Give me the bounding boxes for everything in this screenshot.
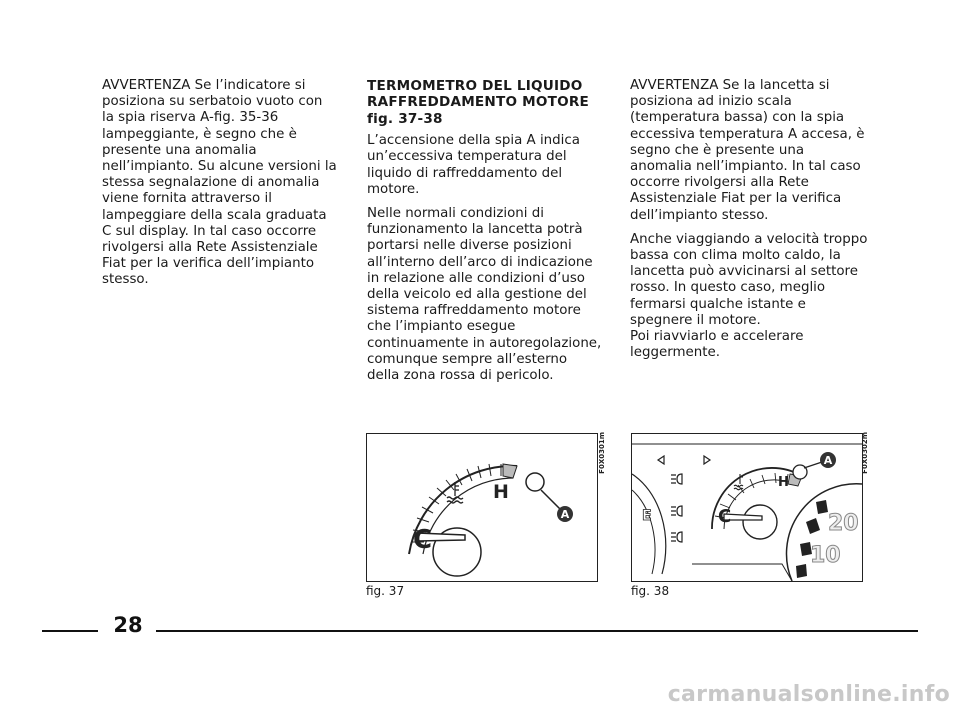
hot-label: H — [493, 481, 509, 503]
turn-right-icon — [704, 456, 710, 464]
restart-paragraph: Poi riavviarlo e accelerare leggermente. — [630, 329, 804, 361]
callout-a-label: A — [560, 508, 570, 521]
warning-temperature-paragraph: AVVERTENZA Se la lancetta si posiziona ad inizio scala (temperatura bassa) con la spia eccessiva temperatura A accesa, è segno che è presente una anomalia nell’impianto. In tal caso occorre rivolgersi alla Rete Assistenziale Fiat per la verifica dell’impianto stesso. — [630, 78, 865, 223]
hot-label: H — [778, 475, 789, 490]
text-column-right — [630, 78, 870, 369]
figure-38-instrument-panel — [631, 433, 863, 582]
thermometer-paragraph-1: L’accensione della spia A indica un’eccessiva temperatura del liquido di raffreddamento del motore. — [367, 133, 580, 197]
low-beam-icon — [671, 506, 682, 516]
footer-rule-left — [42, 630, 98, 632]
fog-light-icon — [671, 474, 682, 484]
speed-label-10: 10 — [810, 543, 841, 568]
warning-fuel-paragraph: AVVERTENZA Se l’indicatore si posiziona su serbatoio vuoto con la spia riserva A-fig. 35-36 lampeggiante, è segno che è presente una anomalia nell’impianto. Su alcune versioni la stessa segnalazione di anomalia viene fornita attraverso il lampeggiare della scala graduata C sul display. In tal caso occorre rivolgersi alla Rete Assistenziale Fiat per la verifica dell’impianto stesso. — [102, 78, 337, 288]
high-beam-icon — [671, 532, 682, 542]
empty-label: E — [642, 508, 652, 524]
instrument-panel-illustration-38 — [632, 434, 862, 581]
warning-lamp-icon — [526, 473, 544, 491]
cold-label: C — [718, 506, 732, 527]
watermark: carmanualsonline.info — [667, 682, 950, 707]
figure-37-code: F0X0301m — [598, 432, 606, 474]
turn-left-icon — [658, 456, 664, 464]
figure-37-caption: fig. 37 — [366, 584, 405, 598]
page-number: 28 — [113, 613, 143, 637]
hot-weather-paragraph: Anche viaggiando a velocità troppo bassa con clima molto caldo, la lancetta può avvicinarsi al settore rosso. In questo caso, meglio fermarsi qualche istante e spegnere il motore. — [630, 231, 868, 328]
text-column-middle — [367, 78, 603, 392]
text-column-left — [102, 78, 338, 297]
footer-rule-right — [156, 630, 918, 632]
section-heading-thermometer: TERMOMETRO DEL LIQUIDO RAFFREDDAMENTO MOTORE fig. 37-38 — [367, 78, 590, 127]
figure-38-caption: fig. 38 — [631, 584, 670, 598]
gauge-illustration-37 — [367, 434, 597, 581]
figure-37-temperature-gauge — [366, 433, 598, 582]
gauge-hub — [743, 505, 777, 539]
cold-label: C — [413, 525, 433, 555]
figure-38-code: F0X0302m — [861, 432, 869, 474]
speed-label-20: 20 — [828, 511, 859, 536]
thermometer-paragraph-2: Nelle normali condizioni di funzionamento la lancetta potrà portarsi nelle diverse posizioni all’interno dell’arco di indicazione in relazione alle condizioni d’uso della veicolo ed alla gestione del sistema raffreddamento motore che l’impianto esegue continuamente in autoregolazione, comunque sempre all’esterno della zona rossa di pericolo. — [367, 206, 602, 384]
callout-a-label: A — [823, 454, 833, 467]
